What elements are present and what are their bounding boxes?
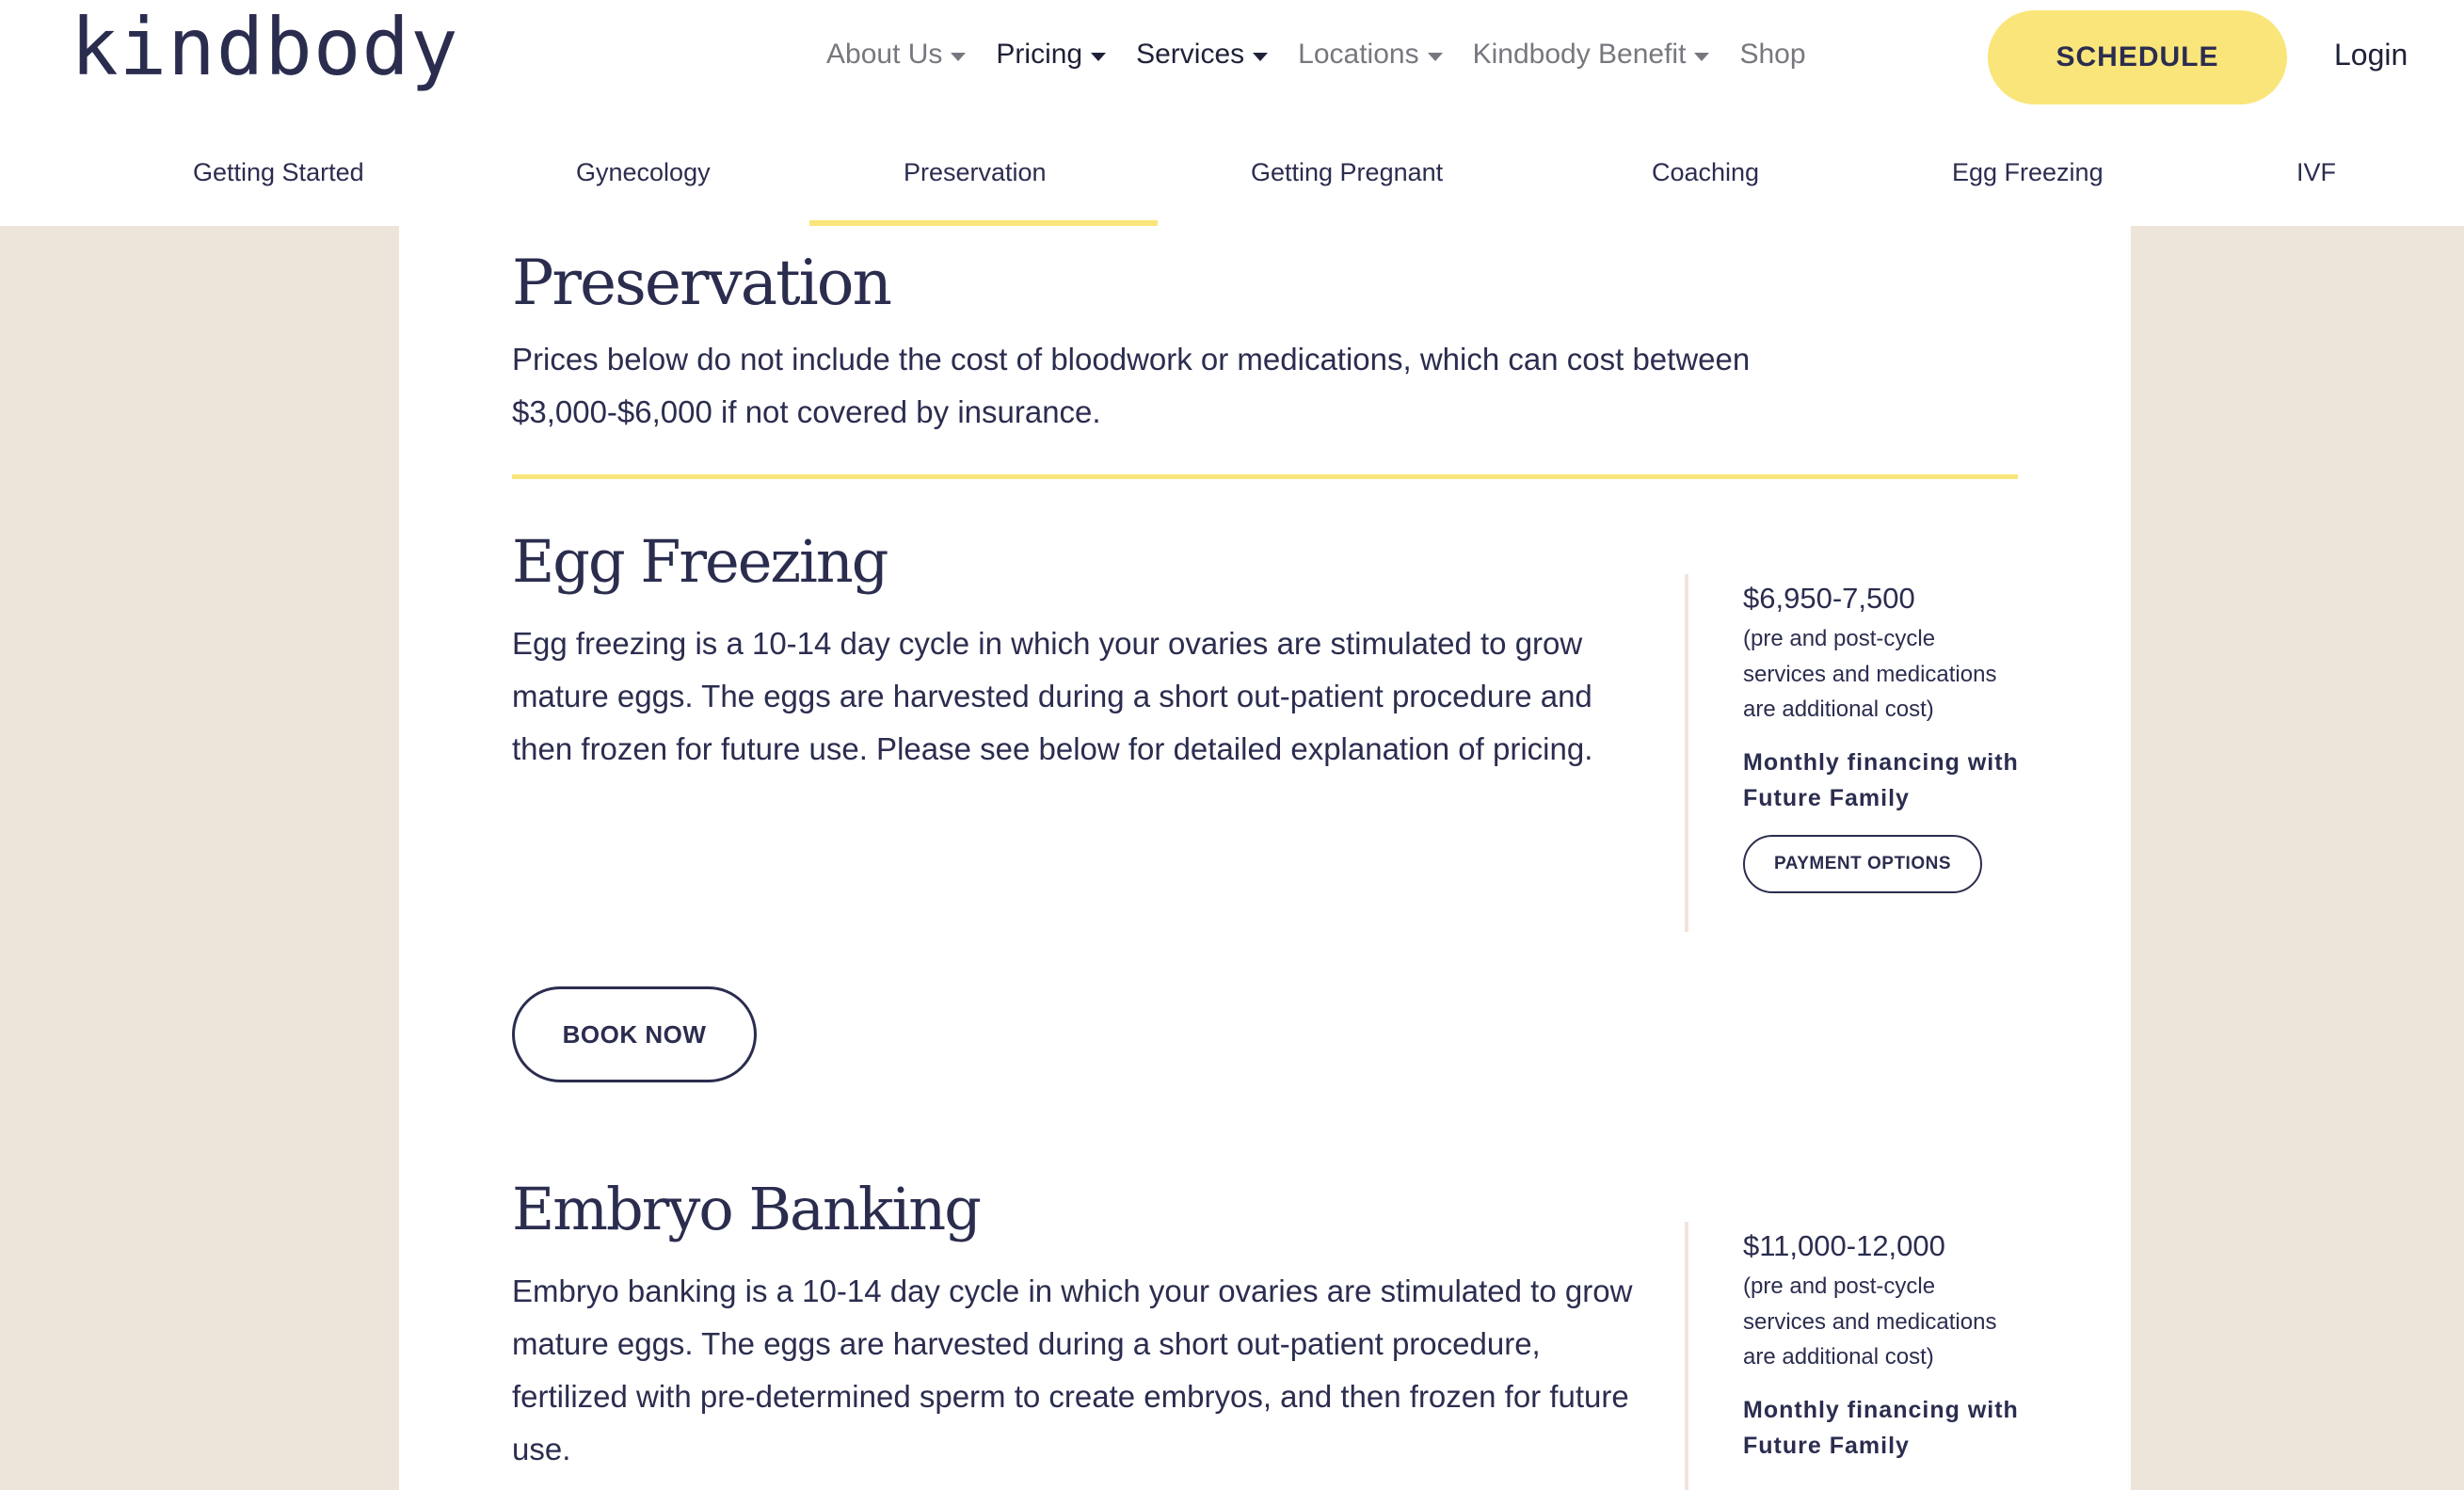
- chevron-down-icon: [1091, 53, 1106, 61]
- service-title: Egg Freezing: [512, 527, 888, 596]
- nav-locations-label: Locations: [1298, 39, 1419, 70]
- price-note: (pre and post-cycle services and medications are additional cost): [1743, 626, 1997, 722]
- payment-options-button[interactable]: PAYMENT OPTIONS: [1743, 835, 1982, 893]
- financing-note: Monthly financing with Future Family: [1743, 1396, 2019, 1459]
- sub-nav: [0, 141, 2464, 226]
- nav-services[interactable]: [1136, 39, 1268, 71]
- nav-about-us-label: About Us: [826, 39, 943, 70]
- chevron-down-icon: [1253, 53, 1268, 61]
- tab-getting-started[interactable]: Getting Started: [193, 158, 364, 186]
- nav-shop[interactable]: [1739, 39, 1805, 71]
- price: $11,000-12,000: [1743, 1229, 1945, 1262]
- site-header: [0, 0, 2464, 226]
- tab-egg-freezing[interactable]: Egg Freezing: [1952, 158, 2104, 186]
- content-card: [399, 226, 2131, 1490]
- price: $6,950-7,500: [1743, 582, 1915, 615]
- service-description: Embryo banking is a 10-14 day cycle in which your ovaries are stimulated to grow mature eggs. The eggs are harvested during a short out-patient procedure, fertilized with pre-determined sperm to create embryos, and then frozen for future use.: [512, 1274, 1633, 1466]
- login-link[interactable]: Login: [2334, 38, 2408, 72]
- chevron-down-icon: [1428, 53, 1443, 61]
- nav-services-label: Services: [1136, 39, 1245, 70]
- financing-note: Monthly financing with Future Family: [1743, 748, 2019, 811]
- tab-gynecology[interactable]: Gynecology: [576, 158, 711, 186]
- service-title: Embryo Banking: [512, 1175, 980, 1243]
- chevron-down-icon: [951, 53, 966, 61]
- price-panel: [1685, 1222, 2024, 1490]
- pricing-disclaimer: Prices below do not include the cost of bloodwork or medications, which can cost between $3,000-$6,000 if not covered by insurance.: [512, 342, 1751, 429]
- tab-ivf[interactable]: IVF: [2296, 158, 2337, 186]
- nav-kindbody-benefit[interactable]: [1473, 39, 1710, 71]
- main-nav: [826, 30, 1836, 79]
- nav-shop-label: Shop: [1739, 39, 1806, 70]
- chevron-down-icon: [1694, 53, 1709, 61]
- nav-kindbody-benefit-label: Kindbody Benefit: [1472, 39, 1687, 70]
- tab-getting-pregnant[interactable]: Getting Pregnant: [1251, 158, 1444, 186]
- tab-preservation[interactable]: Preservation: [904, 158, 1047, 186]
- section-divider: [512, 474, 2018, 479]
- price-note: (pre and post-cycle services and medications are additional cost): [1743, 1274, 1997, 1370]
- nav-about-us[interactable]: [826, 39, 966, 71]
- price-panel: [1685, 574, 2024, 932]
- nav-pricing-label: Pricing: [996, 39, 1083, 70]
- nav-locations[interactable]: [1298, 39, 1442, 71]
- schedule-button[interactable]: SCHEDULE: [1988, 10, 2287, 104]
- kindbody-logo[interactable]: kindbody: [71, 1, 459, 93]
- nav-pricing[interactable]: [996, 39, 1106, 71]
- book-now-button[interactable]: BOOK NOW: [512, 986, 757, 1082]
- service-description: Egg freezing is a 10-14 day cycle in which your ovaries are stimulated to grow mature eggs. The eggs are harvested during a short out-patient procedure and then frozen for future use. Please see below for detailed explanation of pricing.: [512, 626, 1593, 766]
- tab-coaching[interactable]: Coaching: [1652, 158, 1760, 186]
- page-title: Preservation: [512, 247, 891, 319]
